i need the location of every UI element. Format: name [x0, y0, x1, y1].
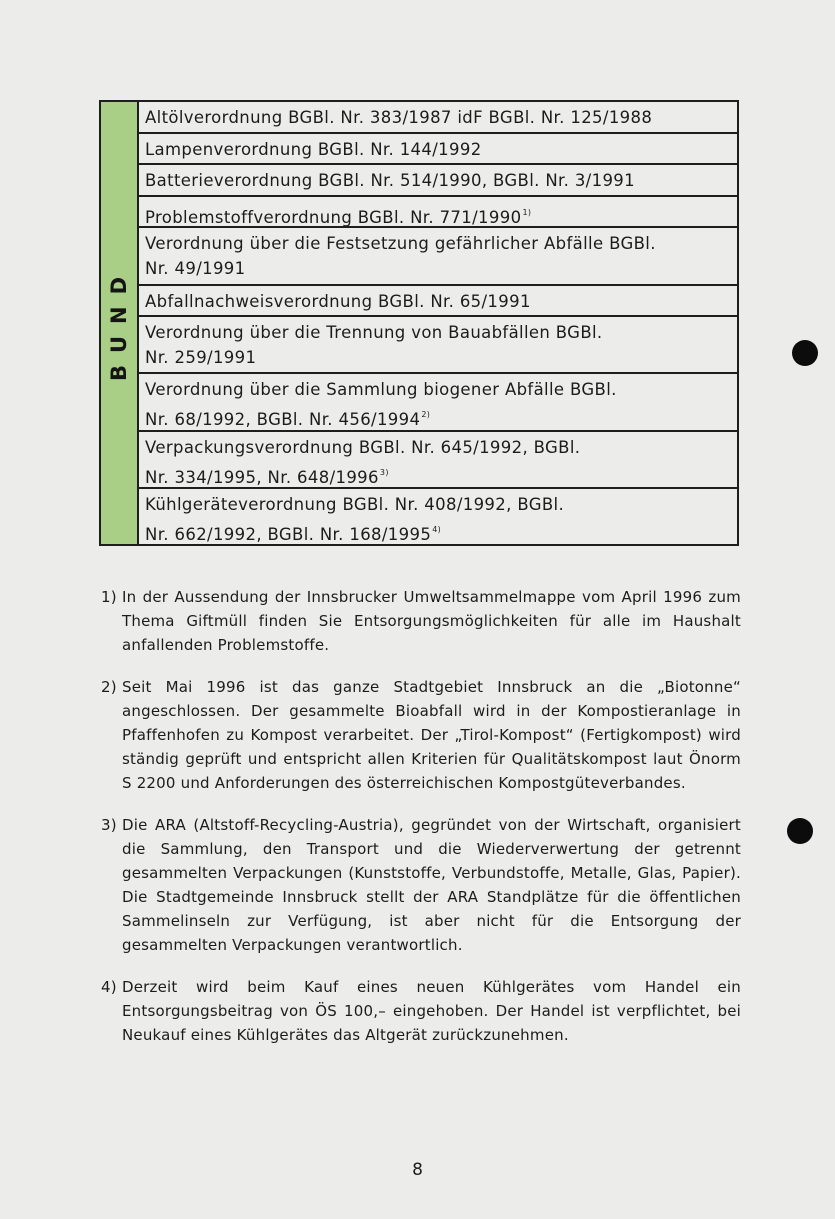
footnote-text: In der Aussendung der Innsbrucker Umweltsammelmappe vom April 1996 zum Thema Giftmüll finden Sie Entsorgungsmöglichkeiten für alle im Haushalt anfallenden Problemstoffe.	[122, 588, 741, 654]
footnote-text: Die ARA (Altstoff-Recycling-Austria), gegründet von der Wirtschaft, organisiert die Sammlung, den Transport und die Wiederverwertung der getrennt gesammelten Verpackungen (Kunststoffe, Verbundstoffe, Metalle, Glas, Papier). Die Stadtgemeinde Innsbruck stellt der ARA Standplätze für die öffentlichen Sammelinseln zur Verfügung, ist aber nicht für die Entsorgung der gesammelten Verpackungen verantwortlich.	[122, 816, 741, 954]
footnote-number: 4)	[101, 978, 117, 996]
regulation-row-gefaehrliche-abfaelle	[139, 228, 737, 285]
footnote-4	[101, 975, 741, 1047]
footnote-number: 2)	[101, 678, 117, 696]
regulation-row-problemstoff	[139, 197, 737, 229]
punch-hole-bottom	[787, 818, 813, 844]
regulation-text-line-2: Nr. 662/1992, BGBl. Nr. 168/1995	[145, 524, 432, 544]
regulation-text-line-2: Nr. 334/1995, Nr. 648/1996	[145, 467, 379, 487]
federal-side-band	[101, 102, 139, 544]
footnote-3	[101, 813, 741, 957]
regulation-row-verpackung	[139, 432, 737, 489]
regulation-text-line-1: Verordnung über die Sammlung biogener Abfälle BGBl.	[145, 380, 617, 400]
regulation-text-line-1: Verordnung über die Trennung von Bauabfällen BGBl.	[145, 323, 603, 343]
regulation-row-bauabfaelle	[139, 317, 737, 374]
footnote-2	[101, 675, 741, 795]
regulation-text-line-2: Nr. 49/1991	[145, 259, 246, 279]
footnote-text: Derzeit wird beim Kauf eines neuen Kühlgerätes vom Handel ein Entsorgungsbeitrag von ÖS 100,– eingehoben. Der Handel ist verpflichtet, bei Neukauf eines Kühlgerätes das Altgerät zurückzunehmen.	[122, 978, 741, 1044]
regulations-table	[99, 100, 739, 546]
regulation-text: Altölverordnung BGBl. Nr. 383/1987 idF BGBl. Nr. 125/1988	[145, 108, 653, 127]
regulation-text-line-1: Kühlgeräteverordnung BGBl. Nr. 408/1992, BGBl.	[145, 494, 565, 514]
footnotes	[101, 585, 741, 1065]
footnote-mark: 1)	[522, 207, 532, 217]
regulation-text: Batterieverordnung BGBl. Nr. 514/1990, BGBl. Nr. 3/1991	[145, 171, 635, 191]
page-number: 8	[412, 1160, 423, 1180]
footnote-mark: 3)	[379, 467, 389, 477]
regulation-row-kuehlgeraete	[139, 489, 737, 544]
punch-hole-top	[792, 340, 818, 366]
regulation-row-altoel	[139, 102, 737, 134]
footnote-1	[101, 585, 741, 657]
footnote-number: 1)	[101, 588, 117, 606]
regulation-rows	[139, 102, 737, 544]
footnote-text: Seit Mai 1996 ist das ganze Stadtgebiet Innsbruck an die „Biotonne“ angeschlossen. Der gesammelte Bioabfall wird in der Kompostieranlage in Pfaffenhofen zu Kompost verarbeitet. Der „Tirol-Kompost“ (Fertigkompost) wird ständig geprüft und entspricht allen Kriterien für Qualitätskompost laut Önorm S 2200 und Anforderungen des österreichischen Kompostgüteverbandes.	[122, 678, 741, 792]
regulation-row-abfallnachweis	[139, 286, 737, 318]
federal-label: BUND	[107, 264, 132, 382]
regulation-text-line-2: Nr. 68/1992, BGBl. Nr. 456/1994	[145, 410, 421, 430]
regulation-row-batterie	[139, 165, 737, 197]
regulation-text: Lampenverordnung BGBl. Nr. 144/1992	[145, 139, 482, 159]
regulation-text-line-1: Verordnung über die Festsetzung gefährlicher Abfälle BGBl.	[145, 234, 656, 254]
regulation-text: Problemstoffverordnung BGBl. Nr. 771/1990	[145, 207, 522, 227]
regulation-row-lampen	[139, 134, 737, 166]
footnote-mark: 2)	[421, 410, 431, 420]
footnote-mark: 4)	[432, 524, 442, 534]
regulation-row-biogene-abfaelle	[139, 374, 737, 431]
regulation-text: Abfallnachweisverordnung BGBl. Nr. 65/1991	[145, 291, 531, 311]
footnote-number: 3)	[101, 816, 117, 834]
regulation-text-line-1: Verpackungsverordnung BGBl. Nr. 645/1992, BGBl.	[145, 437, 581, 457]
regulation-text-line-2: Nr. 259/1991	[145, 348, 257, 368]
